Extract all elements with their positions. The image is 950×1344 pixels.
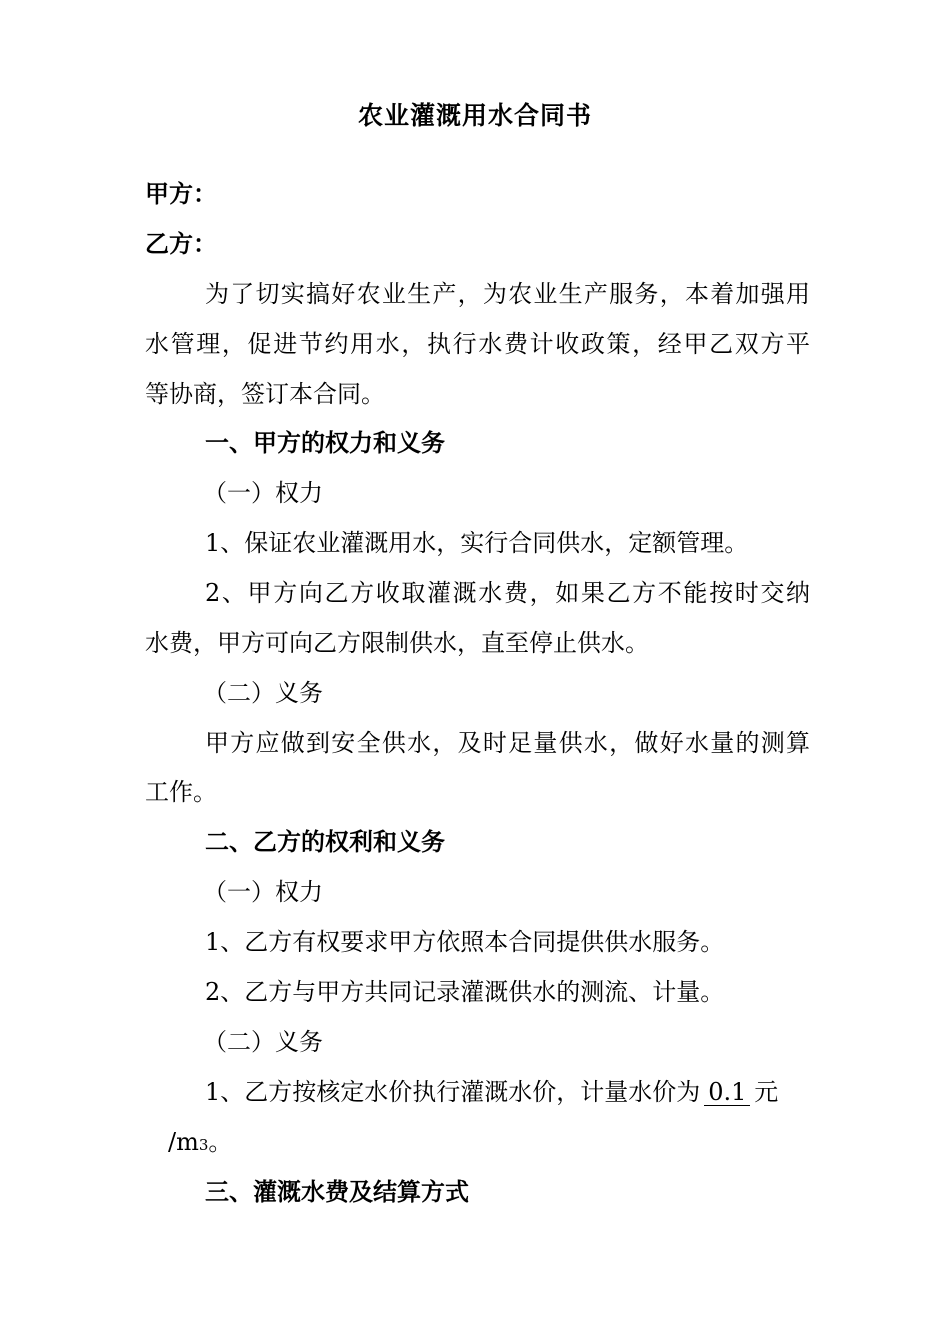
- intro-line-1: 为了切实搞好农业生产，为农业生产服务，本着加强用: [205, 280, 810, 308]
- section2-rights-heading: （一）权力: [203, 878, 323, 906]
- section1-duty-line-1: 甲方应做到安全供水，及时足量供水，做好水量的测算: [205, 729, 810, 757]
- water-price-value: 0.1: [704, 1079, 750, 1106]
- section1-item-2-line-2: 水费，甲方可向乙方限制供水，直至停止供水。: [145, 629, 649, 657]
- section2-item-1: 1、乙方有权要求甲方依照本合同提供供水服务。: [205, 928, 725, 956]
- section2-duty-1-line-1: [205, 1076, 810, 1108]
- water-price-unit-exponent: 3: [198, 1136, 209, 1154]
- water-price-unit-a: 元: [754, 1078, 779, 1106]
- section1-duty-line-2: 工作。: [145, 778, 217, 806]
- section1-heading: 一、甲方的权力和义务: [205, 429, 445, 457]
- contract-title: 农业灌溉用水合同书: [357, 101, 592, 130]
- water-price-unit-b: /m: [168, 1128, 199, 1156]
- section1-rights-heading: （一）权力: [203, 479, 323, 507]
- section1-duties-heading: （二）义务: [203, 679, 323, 707]
- intro-line-3: 等协商，签订本合同。: [145, 380, 385, 408]
- water-price-prefix: 1、乙方按核定水价执行灌溉水价，计量水价为: [205, 1078, 701, 1106]
- party-b-label: 乙方：: [145, 230, 217, 258]
- intro-line-2: 水管理，促进节约用水，执行水费计收政策，经甲乙双方平: [145, 330, 810, 358]
- party-a-label: 甲方：: [145, 180, 217, 208]
- section2-heading: 二、乙方的权利和义务: [205, 828, 445, 856]
- section2-item-2: 2、乙方与甲方共同记录灌溉供水的测流、计量。: [205, 978, 725, 1006]
- section2-duty-1-line-2: [168, 1126, 833, 1161]
- section1-item-2-line-1: 2、甲方向乙方收取灌溉水费，如果乙方不能按时交纳: [205, 579, 810, 607]
- section3-heading: 三、灌溉水费及结算方式: [205, 1178, 469, 1206]
- section1-item-1: 1、保证农业灌溉用水，实行合同供水，定额管理。: [205, 529, 749, 557]
- water-price-end: 。: [208, 1128, 233, 1156]
- section2-duties-heading: （二）义务: [203, 1028, 323, 1056]
